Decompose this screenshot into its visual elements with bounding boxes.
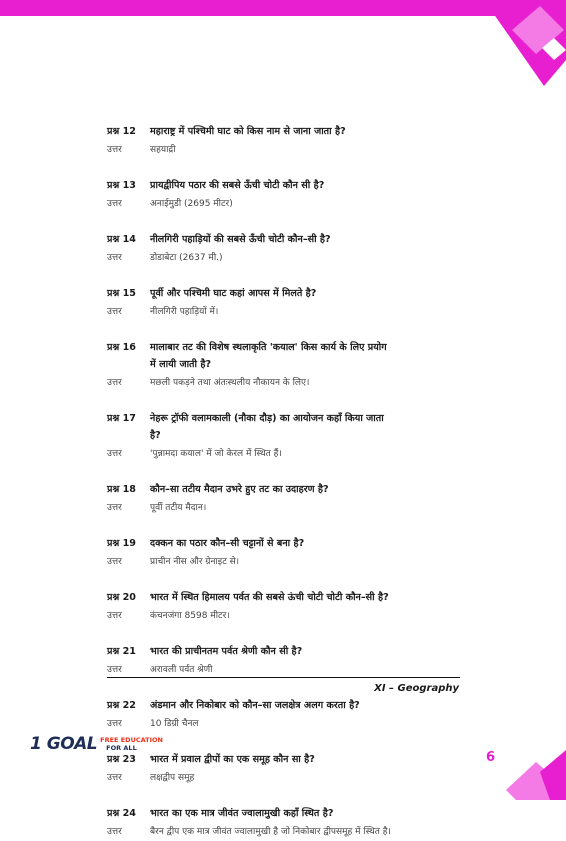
question [107, 177, 467, 194]
answer-label: उत्तर [107, 611, 122, 621]
logo-tagline-line2: FOR ALL [106, 744, 137, 752]
question-number: प्रश्न 23 [107, 754, 136, 765]
question-line: कौन–सा तटीय मैदान उभरे हुए तट का उदाहरण है? [150, 484, 329, 495]
logo-main-text: 1 GOAL [30, 734, 98, 754]
question [107, 231, 467, 248]
question-text [150, 805, 467, 822]
question-line: भारत में स्थित हिमालय पर्वत की सबसे ऊंची चोटी चोटी कौन–सी है? [150, 592, 389, 603]
answer-text: नीलगिरी पहाड़ियों में। [150, 307, 219, 317]
answer [107, 142, 467, 159]
question-text [150, 123, 467, 140]
answer [107, 446, 467, 463]
question-number: प्रश्न 16 [107, 342, 136, 353]
question-number: प्रश्न 12 [107, 126, 136, 137]
question-line: मालाबार तट की विशेष स्थलाकृति 'कयाल' किस कार्य के लिए प्रयोग [150, 342, 387, 353]
qa-item [107, 285, 467, 321]
answer [107, 770, 467, 787]
question [107, 643, 467, 660]
question [107, 285, 467, 302]
answer-text: मछली पकड़ने तथा अंतःस्थलीय नौकायन के लिए। [150, 378, 310, 388]
question-number: प्रश्न 15 [107, 288, 136, 299]
answer-label: उत्तर [107, 307, 122, 317]
answer [107, 716, 467, 733]
qa-item [107, 697, 467, 733]
answer [107, 608, 467, 625]
answer-text: अनाईमुडी (2695 मीटर) [150, 199, 233, 209]
question-text [150, 410, 467, 444]
question [107, 123, 467, 140]
question-number: प्रश्न 13 [107, 180, 136, 191]
answer [107, 824, 467, 841]
qa-item [107, 589, 467, 625]
question-line: नीलगिरी पहाड़ियों की सबसे ऊँची चोटी कौन–सी है? [150, 234, 331, 245]
qa-item [107, 177, 467, 213]
top-magenta-band [0, 0, 530, 16]
page-number: 6 [486, 750, 496, 765]
qa-item [107, 643, 467, 679]
question-line: पूर्वी और पश्चिमी घाट कहां आपस में मिलते है? [150, 288, 317, 299]
question [107, 535, 467, 552]
question-line: भारत की प्राचीनतम पर्वत श्रेणी कौन सी है? [150, 646, 303, 657]
answer-label: उत्तर [107, 253, 122, 263]
answer-label: उत्तर [107, 827, 122, 837]
answer-text: प्राचीन नीस और ग्रेनाइट से। [150, 557, 240, 567]
answer-label: उत्तर [107, 719, 122, 729]
question-number: प्रश्न 17 [107, 413, 136, 424]
qa-item [107, 123, 467, 159]
answer-text: कंचनजंगा 8598 मीटर। [150, 611, 230, 621]
question-line: नेहरू ट्रॉफी वलामकाली (नौका दौड़) का आयोजन कहाँ किया जाता [150, 413, 384, 424]
footer-divider [107, 677, 460, 678]
question [107, 339, 467, 373]
question-number: प्रश्न 14 [107, 234, 136, 245]
top-right-diamond-decoration [484, 0, 566, 86]
question-text [150, 177, 467, 194]
qa-item [107, 481, 467, 517]
answer [107, 250, 467, 267]
answer-text: सहयाद्री [150, 145, 176, 155]
question-line: प्रायद्वीपिय पठार की सबसे ऊँची चोटी कौन सी है? [150, 180, 325, 191]
question-number: प्रश्न 20 [107, 592, 136, 603]
answer [107, 304, 467, 321]
question-number: प्रश्न 22 [107, 700, 136, 711]
brand-logo [30, 734, 163, 754]
answer-label: उत्तर [107, 557, 122, 567]
answer [107, 196, 467, 213]
question-line: दक्कन का पठार कौन–सी चट्टानों से बना है? [150, 538, 305, 549]
answer [107, 554, 467, 571]
question-line: में लायी जाती है? [150, 359, 212, 370]
question-line: भारत का एक मात्र जीवंत ज्वालामुखी कहाँ स्थित है? [150, 808, 334, 819]
question-text [150, 231, 467, 248]
question [107, 805, 467, 822]
question-text [150, 643, 467, 660]
answer-label: उत्तर [107, 449, 122, 459]
question-line: महाराष्ट्र में पश्चिमी घाट को किस नाम से जाना जाता है? [150, 126, 346, 137]
answer [107, 375, 467, 392]
subject-label: XI – Geography [374, 683, 459, 694]
question-text [150, 589, 467, 606]
question-number: प्रश्न 18 [107, 484, 136, 495]
answer-text: पूर्वी तटीय मैदान। [150, 503, 207, 513]
answer-text: डोडाबेटा (2637 मी.) [150, 253, 223, 263]
question-number: प्रश्न 21 [107, 646, 136, 657]
question-line: अंडमान और निकोबार को कौन–सा जलक्षेत्र अलग करता है? [150, 700, 360, 711]
qa-item [107, 751, 467, 787]
answer-text: 10 डिग्री चैनल [150, 719, 199, 729]
question [107, 589, 467, 606]
qa-item [107, 805, 467, 841]
question [107, 410, 467, 444]
answer-text: अरावली पर्वत श्रेणी [150, 665, 213, 675]
qa-item [107, 339, 467, 392]
question-number: प्रश्न 19 [107, 538, 136, 549]
answer-label: उत्तर [107, 145, 122, 155]
question-text [150, 535, 467, 552]
question-text [150, 339, 467, 373]
answer-text: बैरन द्वीप एक मात्र जीवंत ज्वालामुखी है जो निकोबार द्वीपसमूह में स्थित है। [150, 827, 391, 837]
answer-text: 'पुन्नामदा कयाल' में जो केरल में स्थित हैं। [150, 449, 282, 459]
answer [107, 500, 467, 517]
qa-item [107, 410, 467, 463]
answer-text: लक्षद्वीप समूह [150, 773, 195, 783]
answer-label: उत्तर [107, 199, 122, 209]
question-text [150, 285, 467, 302]
question-line: है? [150, 430, 161, 441]
question [107, 697, 467, 714]
answer-label: उत्तर [107, 665, 122, 675]
qa-item [107, 231, 467, 267]
logo-tagline-line1: FREE EDUCATION [100, 736, 163, 744]
logo-tagline [100, 736, 163, 752]
question-text [150, 481, 467, 498]
question-number: प्रश्न 24 [107, 808, 136, 819]
qa-item [107, 535, 467, 571]
bottom-right-diamond-decoration [506, 742, 566, 800]
answer-label: उत्तर [107, 378, 122, 388]
answer-label: उत्तर [107, 773, 122, 783]
question-text [150, 697, 467, 714]
question [107, 481, 467, 498]
answer-label: उत्तर [107, 503, 122, 513]
question-line: भारत में प्रवाल द्वीपों का एक समूह कौन सा है? [150, 754, 315, 765]
question-text [150, 751, 467, 768]
